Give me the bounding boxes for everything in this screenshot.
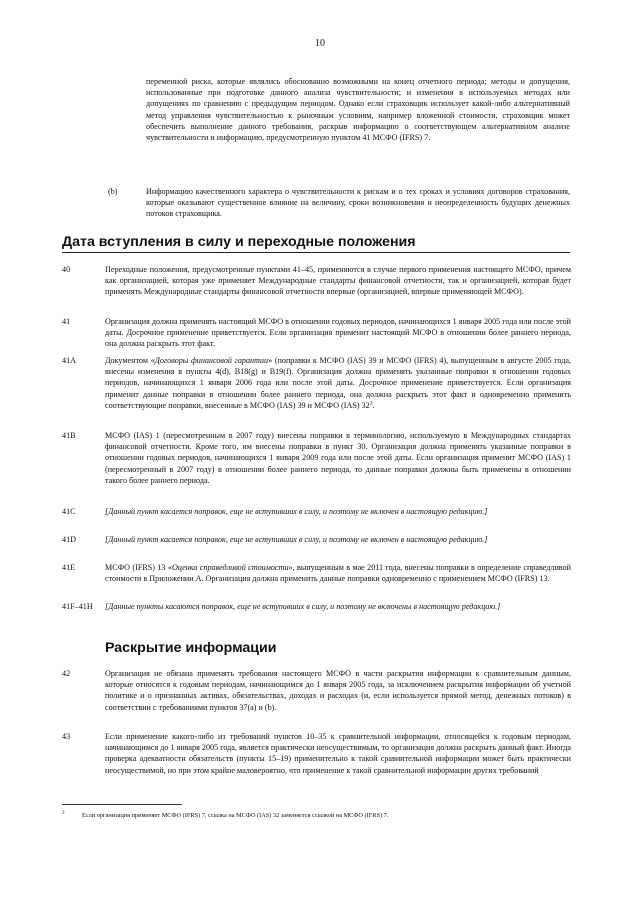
text-run: » (поправки к МСФО (IAS) 39 и МСФО (IFRS) 4), выпущенным в августе 2005 года, внесены изменения в пункты 4(d), B18(g) и B19(f). Организация должна применять указанные поправки в отношении годовых периодов, начинающихся 1 января 2006 года или после этой даты. Досрочное применение приветствуется. Если организация применит данные поправки в отношении более раннего периода, она должна раскрыть этот факт и одновременно применить соответствующие поправки, внесенные в МСФО (IAS) 39 и МСФО (IAS) 32 <box>105 356 572 410</box>
paragraph-number: 41A <box>62 356 76 365</box>
paragraph-number: 40 <box>62 265 71 274</box>
paragraph-text: МСФО (IAS) 1 (пересмотренным в 2007 году) внесены поправки в терминологию, используемую в Международных стандартах финансовой отчетности. Кроме того, им внесены поправки в пункт 30. Организация должна применять указанные поправки в отношении годовых периодов, начинающихся 1 января 2009 года или после этой даты. Если организация применит МСФО (IAS) 1 (пересмотренный в 2007 году) в отношении более раннего периода, то данные поправки должны быть применены в отношении такого более раннего периода. <box>105 431 571 485</box>
paragraph-text: [Данный пункт касается поправок, еще не вступивших в силу, и поэтому не включен в настоящую редакцию.] <box>105 507 488 516</box>
paragraph-text: Если применение какого-либо из требований пунктов 10–35 к сравнительной информации, относящейся к годовым периодам, начинающимся до 1 января 2005 года, является практически неосуществимым, то организация должна раскрыть данный факт. Иногда проверка адекватности обязательств (пункты 15–19) применительно к такой сравнительной информации может быть практически неосуществимой, но при этом крайне маловероятно, что применение к такой сравнительной информации других требований <box>105 732 571 775</box>
section-heading-effective-date: Дата вступления в силу и переходные положения <box>62 234 416 250</box>
sub-item-text: Информацию качественного характера о чувствительности к рискам и о тех сроках и условиях договоров страхования, которые оказывают существенное влияние на величину, сроки возникновения и неопределенность будущих денежных потоков страховщика. <box>146 187 570 219</box>
paragraph-text <box>105 562 571 584</box>
sub-item-label: (b) <box>108 187 118 196</box>
paragraph-text: Переходные положения, предусмотренные пунктами 41–45, применяются в случае первого применения настоящего МСФО, причем как организацией, которая уже применяет Международные стандарты финансовой отчетности, так и организацией, которая будет применять Международные стандарты финансовой отчетности впервые (организацией, впервые применяющей МСФО). <box>105 265 571 297</box>
paragraph-number: 41B <box>62 431 76 440</box>
heading-underline <box>62 252 570 253</box>
paragraph-number: 41D <box>62 535 76 544</box>
footnote-reference[interactable]: 3 <box>369 400 373 407</box>
paragraph-text <box>105 355 571 411</box>
paragraph-number: 42 <box>62 669 71 678</box>
footnote-separator <box>62 804 182 805</box>
paragraph-text: [Данные пункты касаются поправок, еще не вступивших в силу, и поэтому не включены в настоящую редакцию.] <box>105 602 501 611</box>
paragraph-text: Организация не обязана применять требования настоящего МСФО в части раскрытия информации к сравнительным данным, которые относятся к годовым периодам, начинающимся до 1 января 2005 года, за исключением раскрытия информации об учетной политике и о признанных активах, обязательствах, доходах и расходах (и, если используется прямой метод, денежных потоков) в соответствии с требованиями пунктов 37(a) и (b). <box>105 669 571 712</box>
text-run: МСФО (IFRS) 13 « <box>105 563 172 572</box>
paragraph-number: 41 <box>62 317 71 326</box>
continuation-text: переменной риска, которые являлись обоснованно возможными на конец отчетного периода; методы и допущения, использованные при подготовке данного анализа чувствительности; и изменения в используемых методах или допущениях по сравнению с предыдущим периодом. Однако если страховщик использует какой-либо альтернативный метод управления чувствительностью к рыночным условиям, например вложенной стоимости, страховщик может обеспечить выполнение данного требования, раскрыв информацию о соответствующем альтернативном анализе чувствительности и информацию, предусмотренную пунктом 41 МСФО (IFRS) 7. <box>146 77 570 143</box>
paragraph-number: 41C <box>62 507 76 516</box>
paragraph-number: 41E <box>62 563 76 572</box>
footnote-mark: 3 <box>62 811 65 816</box>
document-title-italic: Оценка справедливой стоимости <box>171 563 289 572</box>
page-number: 10 <box>315 38 325 49</box>
document-title-italic: Договоры финансовой гарантии <box>154 356 269 365</box>
footnote-text: Если организация применяет МСФО (IFRS) 7, ссылка на МСФО (IAS) 32 заменяется ссылкой на МСФО (IFRS) 7. <box>82 812 389 819</box>
text-run: Документом « <box>105 356 155 365</box>
paragraph-number: 41F–41H <box>62 602 93 611</box>
paragraph-text: Организация должна применять настоящий МСФО в отношении годовых периодов, начинающихся 1 января 2005 года или после этой даты. Досрочное применение приветствуется. Если организация применит настоящий МСФО в отношении более раннего периода, она должна раскрыть этот факт. <box>105 317 572 349</box>
paragraph-number: 43 <box>62 732 71 741</box>
section-heading-disclosure: Раскрытие информации <box>105 640 277 656</box>
text-run: », выпущенным в мае 2011 года, внесены поправки в определение справедливой стоимости в Приложении А. Организация должна применить данные поправки одновременно с применением МСФО (IFRS) 13. <box>105 563 571 584</box>
paragraph-text: [Данный пункт касается поправок, еще не вступивших в силу, и поэтому не включен в настоящую редакцию.] <box>105 535 488 544</box>
text-run: . <box>372 400 375 410</box>
